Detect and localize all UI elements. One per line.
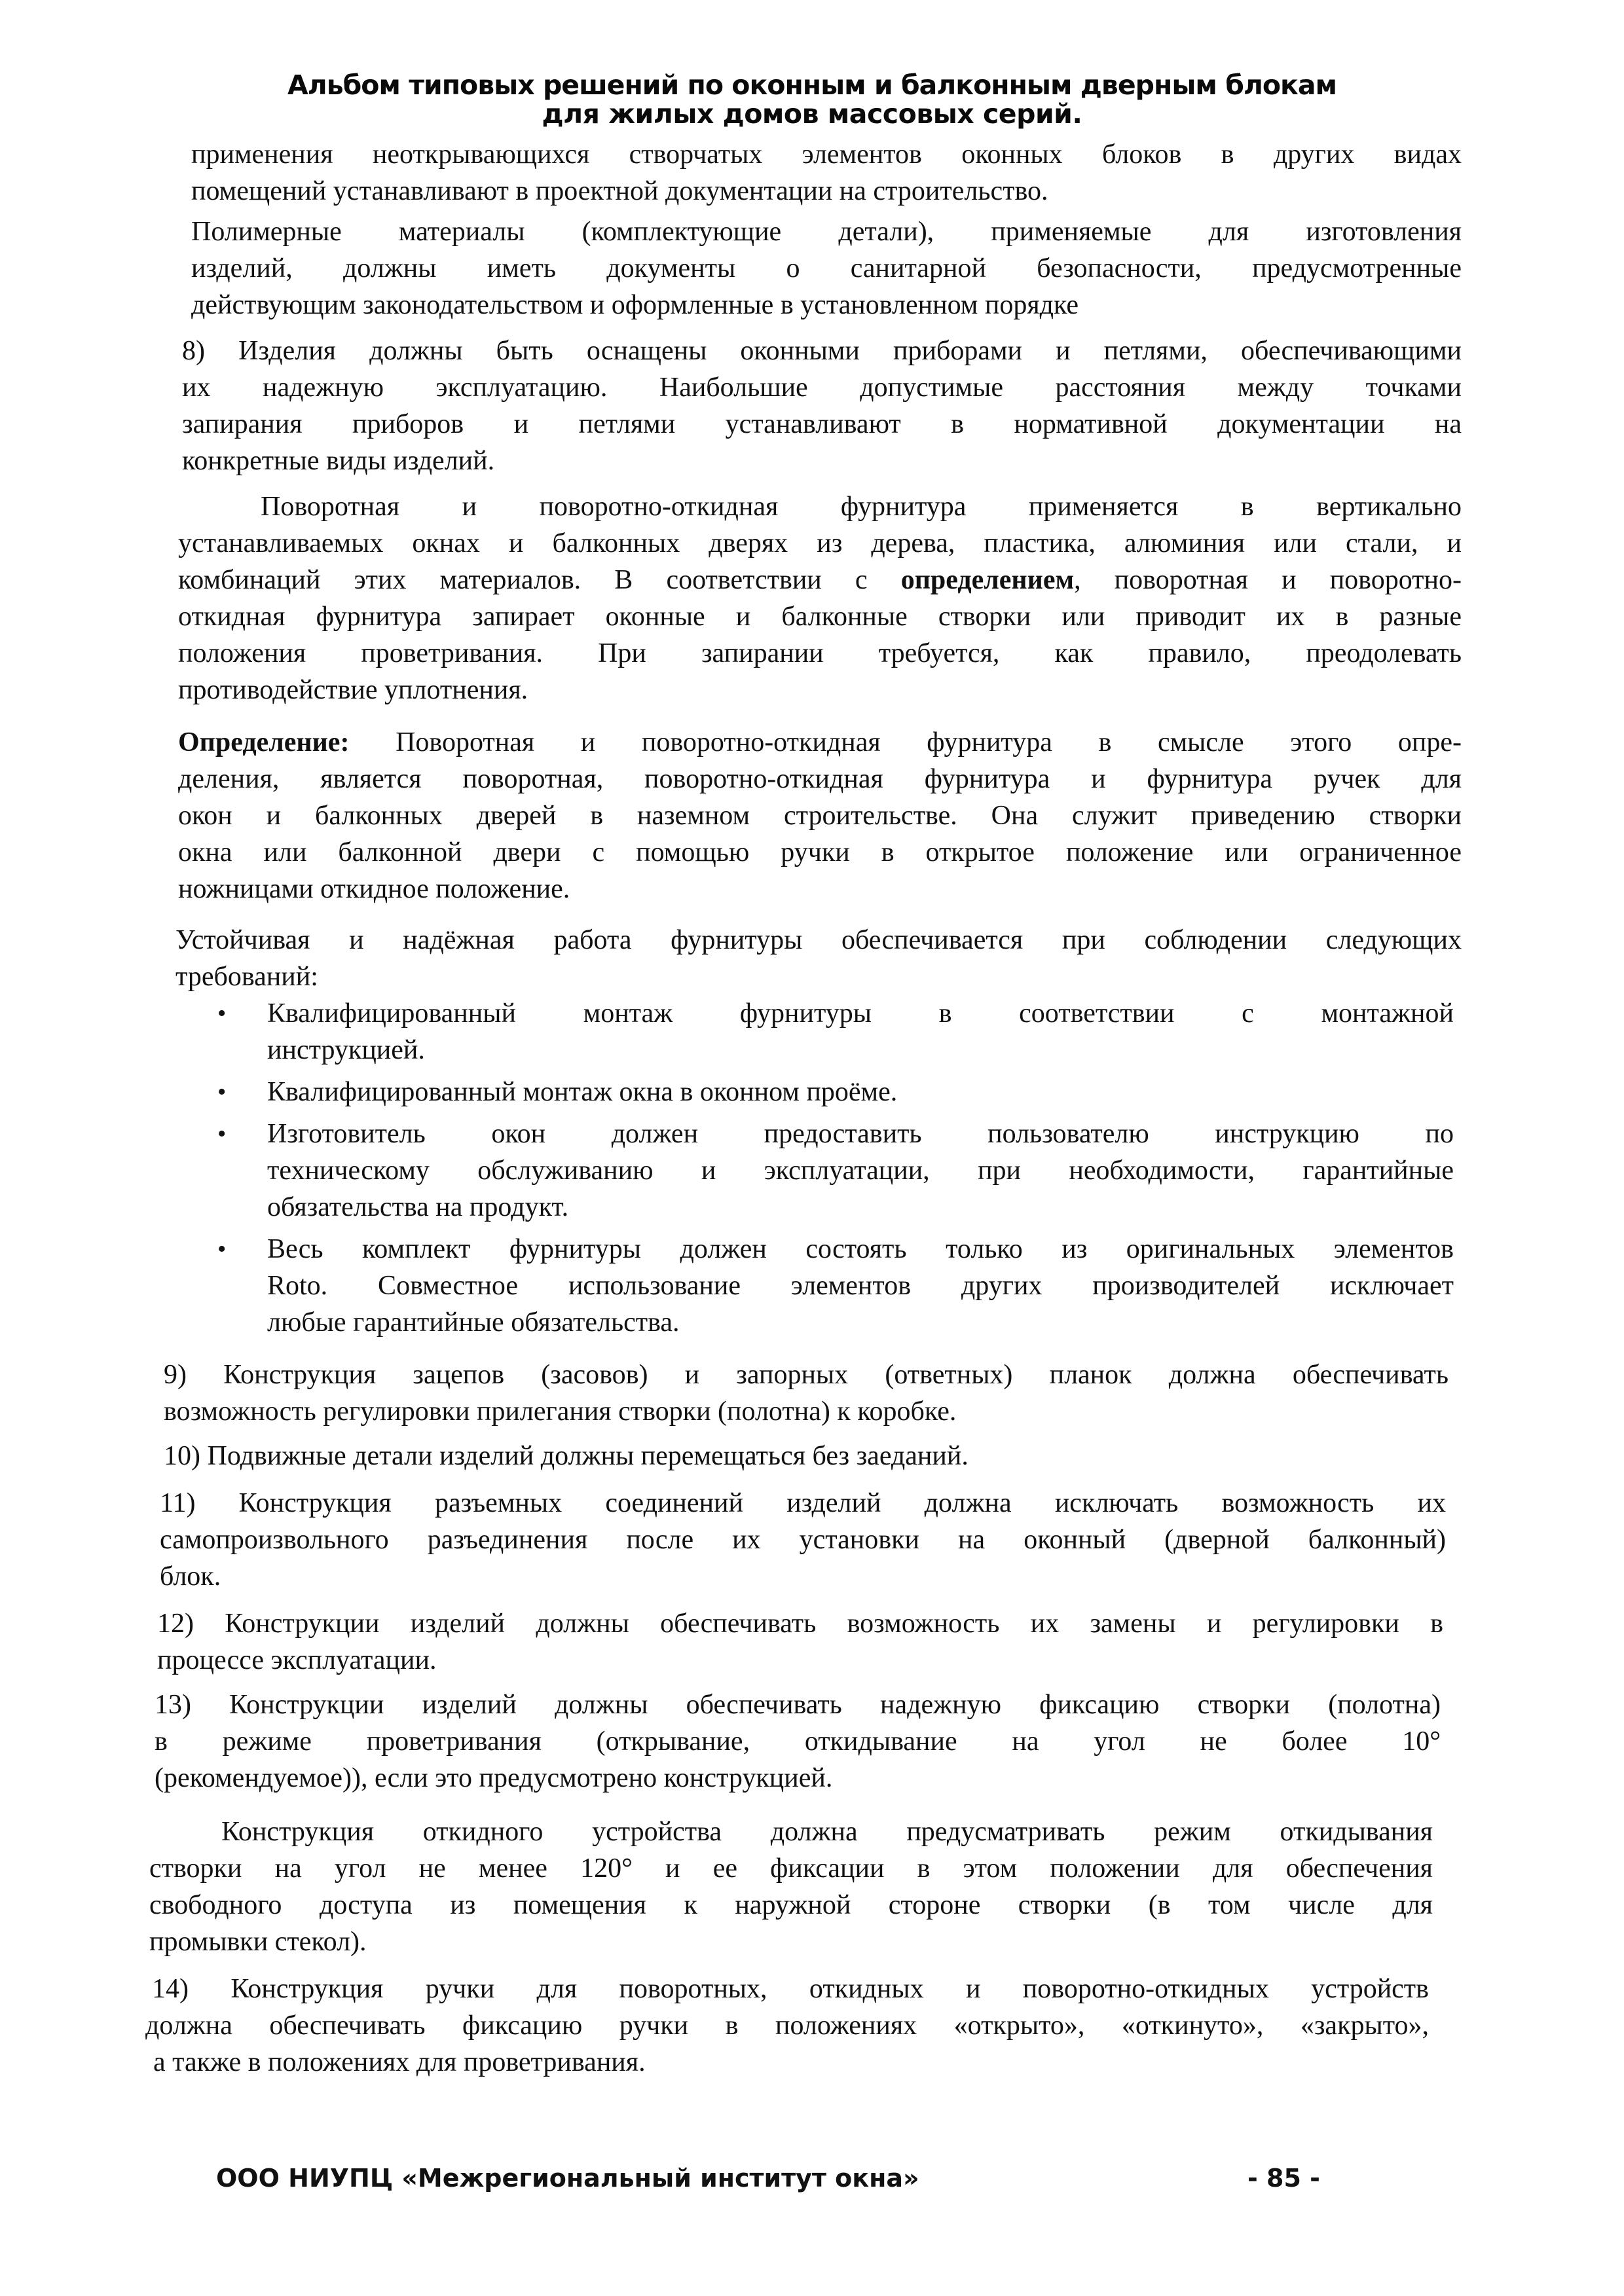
text-line: 10) Подвижные детали изделий должны перемещаться без заеданий.: [164, 1441, 969, 1471]
text-line: в режиме проветривания (открывание, откидывание на угол не более 10°: [155, 1726, 1441, 1757]
text-line: ножницами откидное положение.: [178, 874, 570, 904]
list-item: [217, 1116, 1454, 1226]
paragraph-item-11: [160, 1485, 1446, 1595]
text-line: должна обеспечивать фиксацию ручки в положениях «открыто», «откинуто», «закрыто»,: [145, 2011, 1429, 2041]
text-line: противодействие уплотнения.: [178, 675, 528, 705]
text-line: инструкцией.: [267, 1035, 425, 1065]
text-line: 12) Конструкции изделий должны обеспечивать возможность их замены и регулировки в: [157, 1609, 1443, 1639]
text-line: запирания приборов и петлями устанавливают в нормативной документации на: [182, 409, 1462, 439]
text-line: 11) Конструкция разъемных соединений изделий должна исключать возможность их: [160, 1488, 1446, 1518]
text-line: 9) Конструкция зацепов (засовов) и запорных (ответных) планок должна обеспечивать: [164, 1360, 1449, 1390]
text-line: процессе эксплуатации.: [157, 1645, 437, 1675]
text-line: 13) Конструкции изделий должны обеспечивать надежную фиксацию створки (полотна): [155, 1690, 1441, 1720]
text-line: откидная фурнитура запирает оконные и балконные створки или приводит их в разные: [178, 602, 1462, 632]
requirements-list: [217, 995, 1454, 1341]
text-line: техническому обслуживанию и эксплуатации, при необходимости, гарантийные: [267, 1156, 1454, 1186]
text-line: Устойчивая и надёжная работа фурнитуры обеспечивается при соблюдении следующих: [175, 925, 1462, 955]
text-line: изделий, должны иметь документы о санитарной безопасности, предусмотренные: [191, 253, 1462, 283]
bullet-icon: •: [217, 1120, 227, 1148]
text-line: Квалифицированный монтаж фурнитуры в соответствии с монтажной: [267, 998, 1454, 1029]
paragraph-item-10: [164, 1438, 1449, 1474]
bold-term: определением: [900, 565, 1075, 595]
header-line-2: для жилых домов массовых серий.: [542, 98, 1082, 130]
text-line: (рекомендуемое)), если это предусмотрено конструкцией.: [155, 1763, 833, 1793]
text-line: обязательства на продукт.: [267, 1192, 569, 1222]
paragraph-item-9: [164, 1357, 1449, 1430]
text-line: помещений устанавливают в проектной документации на строительство.: [191, 176, 1048, 206]
text-line: створки на угол не менее 120° и ее фиксации в этом положении для обеспечения: [149, 1853, 1433, 1884]
text-line: Конструкция откидного устройства должна предусматривать режим откидывания: [221, 1817, 1433, 1847]
text-line: блок.: [160, 1561, 221, 1592]
text-line: применения неоткрывающихся створчатых элементов оконных блоков в других видах: [191, 139, 1462, 170]
text-line: окна или балконной двери с помощью ручки в открытое положение или ограниченное: [178, 837, 1462, 867]
text-line: Квалифицированный монтаж окна в оконном проёме.: [267, 1077, 898, 1107]
text-line: окон и балконных дверей в наземном строительстве. Она служит приведению створки: [178, 801, 1462, 831]
text-line: Поворотная и поворотно-откидная фурнитура применяется в вертикально: [261, 492, 1462, 522]
text-line: [178, 724, 1462, 761]
definition-label: Определение:: [178, 727, 350, 757]
paragraph-definition: [178, 724, 1462, 907]
paragraph-item-8: [182, 333, 1462, 479]
text-line: свободного доступа из помещения к наружной стороне створки (в том числе для: [149, 1890, 1433, 1920]
paragraph-item-13: [155, 1686, 1441, 1796]
text-line: положения проветривания. При запирании требуется, как правило, преодолевать: [178, 638, 1462, 668]
text-segment: , поворотная и поворотно-: [1074, 565, 1462, 595]
text-line: конкретные виды изделий.: [182, 446, 495, 476]
text-line: Roto. Совместное использование элементов других производителей исключает: [267, 1271, 1454, 1301]
text-line: Полимерные материалы (комплектующие детали), применяемые для изготовления: [191, 217, 1462, 247]
paragraph-turn-tilt-hardware: [178, 488, 1462, 708]
list-item: [217, 1231, 1454, 1341]
text-line: [178, 562, 1462, 598]
text-line: Изготовитель окон должен предоставить пользователю инструкцию по: [267, 1119, 1454, 1149]
text-line: требований:: [175, 962, 318, 992]
paragraph-continuation: [191, 136, 1462, 210]
text-line: деления, является поворотная, поворотно-откидная фурнитура и фурнитура ручек для: [178, 764, 1462, 794]
text-line: 14) Конструкция ручки для поворотных, откидных и поворотно-откидных устройств: [152, 1974, 1429, 2004]
text-line: любые гарантийные обязательства.: [267, 1307, 680, 1338]
text-line: Весь комплект фурнитуры должен состоять только из оригинальных элементов: [267, 1234, 1454, 1264]
text-line: их надежную эксплуатацию. Наибольшие допустимые расстояния между точками: [182, 373, 1462, 403]
paragraph-item-12: [157, 1605, 1443, 1679]
text-segment: Поворотная и поворотно-откидная фурнитура в смысле этого опре-: [349, 727, 1462, 757]
paragraph-requirements: [175, 922, 1462, 995]
paragraph-item-14: [145, 1971, 1429, 2081]
text-line: самопроизвольного разъединения после их установки на оконный (дверной балконный): [160, 1525, 1446, 1555]
list-item: [217, 1074, 1454, 1110]
bullet-icon: •: [217, 1000, 227, 1027]
page-number: - 85 -: [1247, 2164, 1320, 2193]
bullet-icon: •: [217, 1235, 227, 1263]
bullet-icon: •: [217, 1078, 227, 1106]
text-line: устанавливаемых окнах и балконных дверях из дерева, пластика, алюминия или стали, и: [178, 528, 1462, 558]
text-segment: комбинаций этих материалов. В соответствии с: [178, 565, 901, 595]
paragraph-polymers: [191, 213, 1462, 323]
text-line: а также в положениях для проветривания.: [153, 2047, 646, 2077]
text-line: 8) Изделия должны быть оснащены оконными приборами и петлями, обеспечивающими: [182, 336, 1462, 366]
text-line: промывки стекол).: [149, 1927, 367, 1957]
text-line: возможность регулировки прилегания створки (полотна) к коробке.: [164, 1396, 957, 1427]
text-line: действующим законодательством и оформленные в установленном порядке: [191, 290, 1079, 320]
paragraph-tilt-device: [149, 1813, 1433, 1960]
header-line-1: Альбом типовых решений по оконным и балконным дверным блокам: [287, 69, 1337, 101]
list-item: [217, 995, 1454, 1068]
footer-organization: ООО НИУПЦ «Межрегиональный институт окна»: [216, 2164, 919, 2193]
